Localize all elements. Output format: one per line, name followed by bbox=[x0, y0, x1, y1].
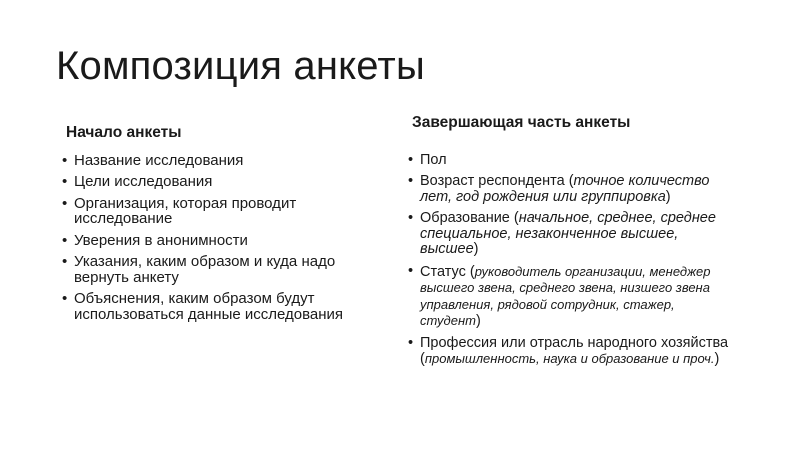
paren-open: ( bbox=[568, 173, 574, 190]
paren-open: ( bbox=[420, 351, 425, 368]
list-item: • Цели исследования bbox=[62, 174, 382, 190]
right-column bbox=[408, 114, 738, 374]
list-item bbox=[408, 211, 738, 258]
item-main-text: Пол bbox=[420, 151, 447, 168]
list-item: • Название исследования bbox=[62, 153, 382, 169]
item-note: точное количество лет, год рождения или группировка bbox=[420, 173, 710, 205]
left-column-heading: Начало анкеты bbox=[66, 124, 182, 141]
list-item: • Указания, каким образом и куда надо вернуть анкету bbox=[62, 254, 382, 285]
left-column bbox=[62, 124, 382, 328]
list-item bbox=[408, 153, 738, 169]
item-note: руководитель организации, менеджер высшего звена, среднего звена, низшего звена управления, рядовой сотрудник, стажер, студент bbox=[420, 263, 711, 329]
paren-open: ( bbox=[469, 263, 475, 280]
paren-close: ) bbox=[473, 241, 479, 258]
item-main-text: Возраст респондента bbox=[420, 173, 569, 190]
paren-close: ) bbox=[665, 188, 671, 205]
right-bullet-list bbox=[408, 153, 738, 368]
list-item: • Уверения в анонимности bbox=[62, 233, 382, 249]
item-main-text: Статус bbox=[420, 263, 470, 280]
item-note: начальное, среднее, среднее специальное, незаконченное высшее, высшее bbox=[420, 210, 716, 258]
list-item bbox=[408, 336, 738, 368]
left-bullet-list bbox=[62, 153, 382, 323]
slide-title: Композиция анкеты bbox=[56, 44, 425, 88]
list-item bbox=[408, 264, 738, 330]
paren-close: ) bbox=[714, 351, 720, 368]
list-item bbox=[408, 174, 738, 205]
right-column-heading: Завершающая часть анкеты bbox=[412, 114, 631, 131]
item-main-text: Профессия или отрасль народного хозяйства bbox=[420, 334, 729, 351]
item-main-text: Образование bbox=[420, 210, 514, 227]
list-item: • Объяснения, каким образом будут использоваться данные исследования bbox=[62, 291, 382, 322]
item-note: промышленность, наука и образование и проч. bbox=[424, 351, 715, 367]
list-item: • Организация, которая проводит исследование bbox=[62, 196, 382, 227]
paren-close: ) bbox=[475, 313, 481, 330]
paren-open: ( bbox=[513, 210, 519, 227]
